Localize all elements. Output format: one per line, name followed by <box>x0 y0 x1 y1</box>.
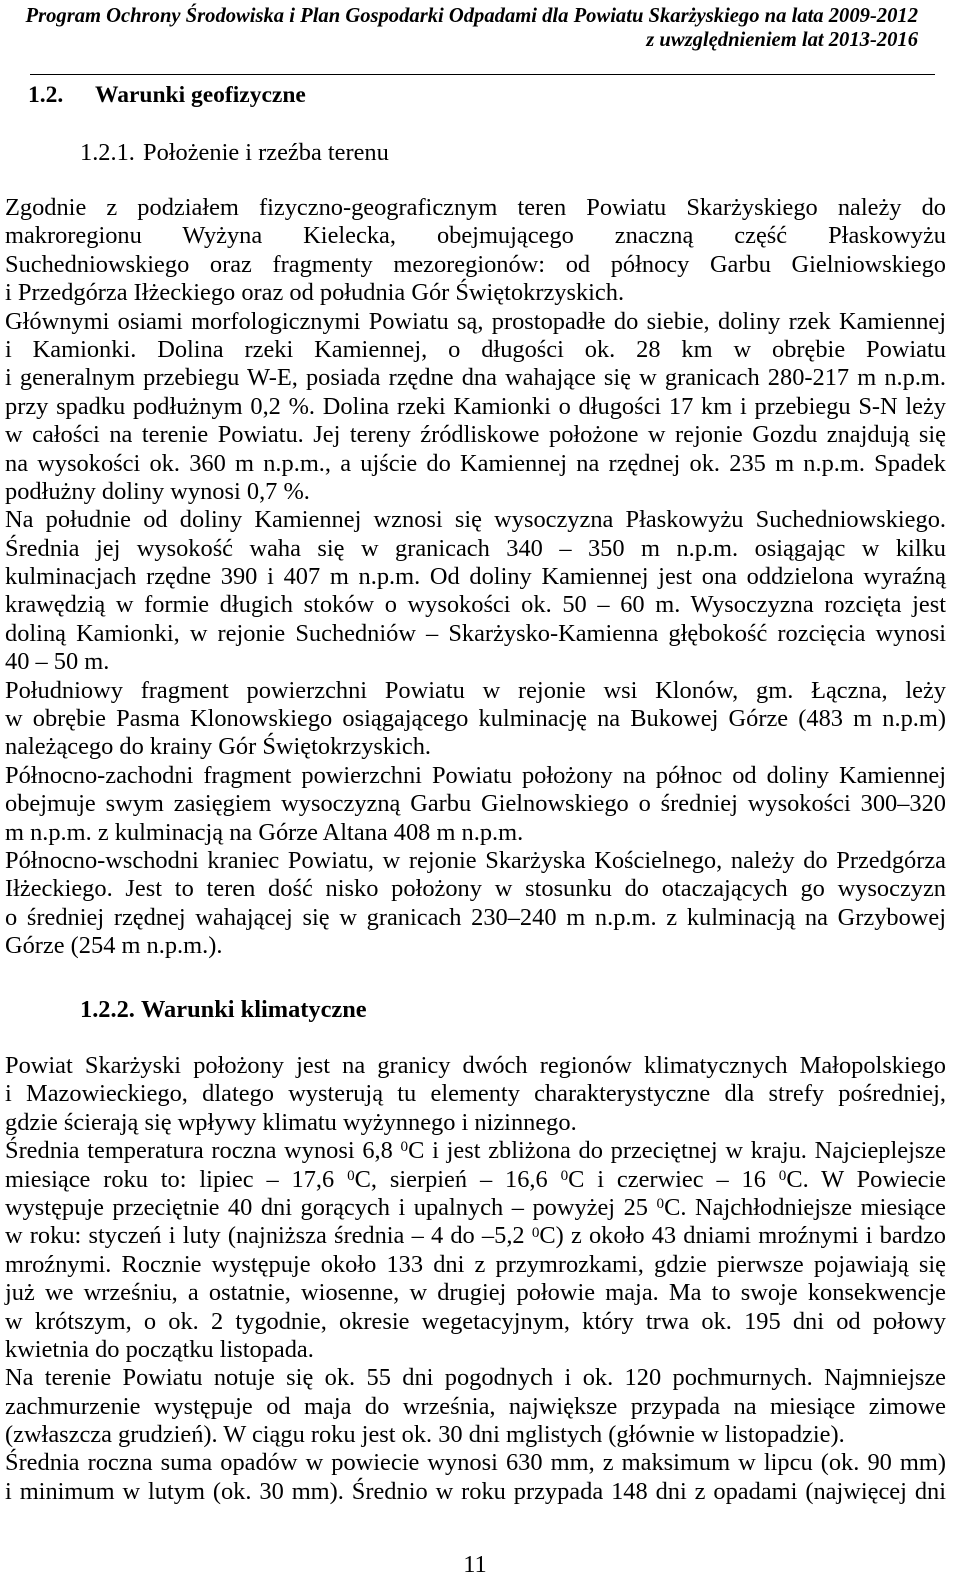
text-line: Suchedniowskiego oraz fragmenty mezoregionów: od północy Garbu Gielniowskiego <box>5 250 946 278</box>
text-line: doliną Kamionki, w rejonie Suchedniów – Skarżysko-Kamienna głębokość rozcięcia wynosi <box>5 619 946 647</box>
text-line: Na południe od doliny Kamiennej wznosi się wysoczyzna Płaskowyżu Suchedniowskiego. <box>5 506 946 534</box>
text-line <box>5 1222 946 1250</box>
paragraph <box>5 847 946 961</box>
document-title-line-1: Program Ochrony Środowiska i Plan Gospodarki Odpadami dla Powiatu Skarżyskiego na lata 2009-2012 <box>25 5 918 27</box>
paragraph <box>5 1052 946 1137</box>
subsection-heading-climate <box>0 996 960 1024</box>
subsection-title: Położenie i rzeźba terenu <box>143 139 389 166</box>
page-header <box>0 0 960 80</box>
paragraph <box>5 1449 946 1506</box>
section-title: Warunki geofizyczne <box>95 82 306 108</box>
text-line: gdzie ścierają się wpływy klimatu wyżynnego i nizinnego. <box>5 1108 577 1136</box>
text-segment: C, sierpień – 16,6 <box>354 1165 561 1193</box>
text-line: kwietnia do początku listopada. <box>5 1335 314 1363</box>
degree-superscript: 0 <box>531 1224 540 1241</box>
text-line <box>5 1166 946 1194</box>
text-line: i Kamionki. Dolina rzeki Kamiennej, o długości ok. 28 km w obrębie Powiatu <box>5 335 946 363</box>
text-segment: C i czerwiec – 16 <box>568 1165 779 1193</box>
text-line: makroregionu Wyżyna Kielecka, obejmującego znaczną część Płaskowyżu <box>5 222 946 250</box>
text-line: w krótszym, o ok. 2 tygodnie, okresie wegetacyjnym, który trwa ok. 195 dni od połowy <box>5 1307 946 1335</box>
degree-superscript: 0 <box>400 1139 409 1156</box>
text-segment: C. W Powiecie <box>786 1165 946 1193</box>
subsection-body-climate <box>5 1052 946 1506</box>
paragraph <box>5 506 946 676</box>
text-line: Górze (254 m n.p.m.). <box>5 932 223 960</box>
text-segment: występuje przeciętnie 40 dni gorących i upalnych – powyżej 25 <box>5 1193 657 1221</box>
text-line: Średnia roczna suma opadów w powiecie wynosi 630 mm, z maksimum w lipcu (ok. 90 mm) <box>5 1449 946 1477</box>
text-segment: C) z około 43 dniami mroźnymi i bardzo <box>539 1222 946 1250</box>
text-line: na wysokości ok. 360 m n.p.m., a ujście do Kamiennej na rzędnej ok. 235 m n.p.m. Spadek <box>5 449 946 477</box>
text-line: krawędzią w formie długich stoków o wysokości ok. 50 – 60 m. Wysoczyzna rozcięta jest <box>5 591 946 619</box>
subsection-number: 1.2.2. <box>80 996 135 1023</box>
subsection-body-terrain <box>5 194 946 961</box>
text-line: Zgodnie z podziałem fizyczno-geograficznym teren Powiatu Skarżyskiego należy do <box>5 194 946 221</box>
text-line: zachmurzenie występuje od maja do września, największe przypada na miesiące zimowe <box>5 1392 946 1420</box>
degree-superscript: 0 <box>656 1196 665 1213</box>
text-line <box>5 1137 946 1165</box>
text-line: i Przedgórza Iłżeckiego oraz od południa Gór Świętokrzyskich. <box>5 279 625 307</box>
text-line: przy spadku podłużnym 0,2 %. Dolina rzeki Kamionki o długości 17 km i przebiegu S-N leży <box>5 392 946 420</box>
subsection-number: 1.2.1. <box>80 139 135 166</box>
text-line: Powiat Skarżyski położony jest na granicy dwóch regionów klimatycznych Małopolskiego <box>5 1052 946 1079</box>
text-line: mroźnymi. Rocznie występuje około 133 dni z przymrozkami, gdzie pierwsze pojawiają się <box>5 1250 946 1278</box>
paragraph <box>5 308 946 507</box>
subsection-heading-terrain <box>0 139 960 167</box>
text-line: 40 – 50 m. <box>5 648 110 676</box>
page-number: 11 <box>463 1551 487 1578</box>
paragraph <box>5 677 946 762</box>
text-line: w całości na terenie Powiatu. Jej tereny źródliskowe położone w rejonie Gozdu znajdują się <box>5 421 946 449</box>
text-line: Północno-zachodni fragment powierzchni Powiatu położony na północ od doliny Kamiennej <box>5 761 946 789</box>
header-rule <box>30 74 935 75</box>
text-line: Głównymi osiami morfologicznymi Powiatu są, prostopadłe do siebie, doliny rzek Kamiennej <box>5 307 946 335</box>
text-segment: C. Najchłodniejsze miesiące <box>664 1193 946 1221</box>
degree-superscript: 0 <box>560 1167 569 1184</box>
text-line: m n.p.m. z kulminacją na Górze Altana 408 m n.p.m. <box>5 818 524 846</box>
section-heading <box>0 81 960 109</box>
degree-superscript: 0 <box>778 1167 787 1184</box>
paragraph <box>5 762 946 847</box>
text-line: należącego do krainy Gór Świętokrzyskich. <box>5 733 432 761</box>
text-line: i Mazowieckiego, dlatego wysterują tu elementy charakterystyczne dla strefy pośredniej, <box>5 1080 946 1108</box>
text-line: Południowy fragment powierzchni Powiatu w rejonie wsi Klonów, gm. Łączna, leży <box>5 676 946 704</box>
text-line: i minimum w lutym (ok. 30 mm). Średnio w roku przypada 148 dni z opadami (najwięcej dni <box>5 1477 946 1505</box>
text-line: w obrębie Pasma Klonowskiego osiągającego kulminację na Bukowej Górze (483 m n.p.m) <box>5 705 946 733</box>
paragraph <box>5 1364 946 1449</box>
text-line: Średnia jej wysokość waha się w granicach 340 – 350 m n.p.m. osiągając w kilku <box>5 534 946 562</box>
paragraph <box>5 194 946 308</box>
text-line: Północno-wschodni kraniec Powiatu, w rejonie Skarżyska Kościelnego, należy do Przedgórza <box>5 846 946 874</box>
text-line: kulminacjach rzędne 390 i 407 m n.p.m. Od doliny Kamiennej jest ona oddzielona wyraźną <box>5 563 946 591</box>
text-line: o średniej rzędnej wahającej się w granicach 230–240 m n.p.m. z kulminacją na Grzybowej <box>5 903 946 931</box>
text-segment: Średnia temperatura roczna wynosi 6,8 <box>5 1137 401 1165</box>
degree-superscript: 0 <box>347 1167 355 1184</box>
text-line: Iłżeckiego. Jest to teren dość nisko położony w stosunku do otaczających go wysoczyzn <box>5 875 946 903</box>
subsection-title: Warunki klimatyczne <box>141 996 367 1023</box>
text-line: Na terenie Powiatu notuje się ok. 55 dni pogodnych i ok. 120 pochmurnych. Najmniejsze <box>5 1364 946 1392</box>
text-line: podłużny doliny wynosi 0,7 %. <box>5 477 310 505</box>
text-segment: w roku: styczeń i luty (najniższa średnia – 4 do –5,2 <box>5 1222 532 1250</box>
section-number: 1.2. <box>28 82 64 108</box>
text-line: (zwłaszcza grudzień). W ciągu roku jest ok. 30 dni mglistych (głównie w listopadzie). <box>5 1421 845 1449</box>
text-segment: C i jest zbliżona do przeciętnej w kraju. Najcieplejsze <box>408 1137 946 1165</box>
text-line <box>5 1194 946 1222</box>
document-title-line-2: z uwzględnieniem lat 2013-2016 <box>646 29 918 51</box>
text-line: obejmuje swym zasięgiem wysoczyzną Garbu Gielnowskiego o średniej wysokości 300–320 <box>5 790 946 818</box>
text-segment: miesiące roku to: lipiec – 17,6 <box>5 1165 348 1193</box>
text-line: już we wrześniu, a ostatnie, wiosenne, w drugiej połowie maja. Ma to swoje konsekwencje <box>5 1279 946 1307</box>
text-line: i generalnym przebiegu W-E, posiada rzędne dna wahające się w granicach 280-217 m n.p.m. <box>5 364 946 392</box>
paragraph <box>5 1137 946 1364</box>
